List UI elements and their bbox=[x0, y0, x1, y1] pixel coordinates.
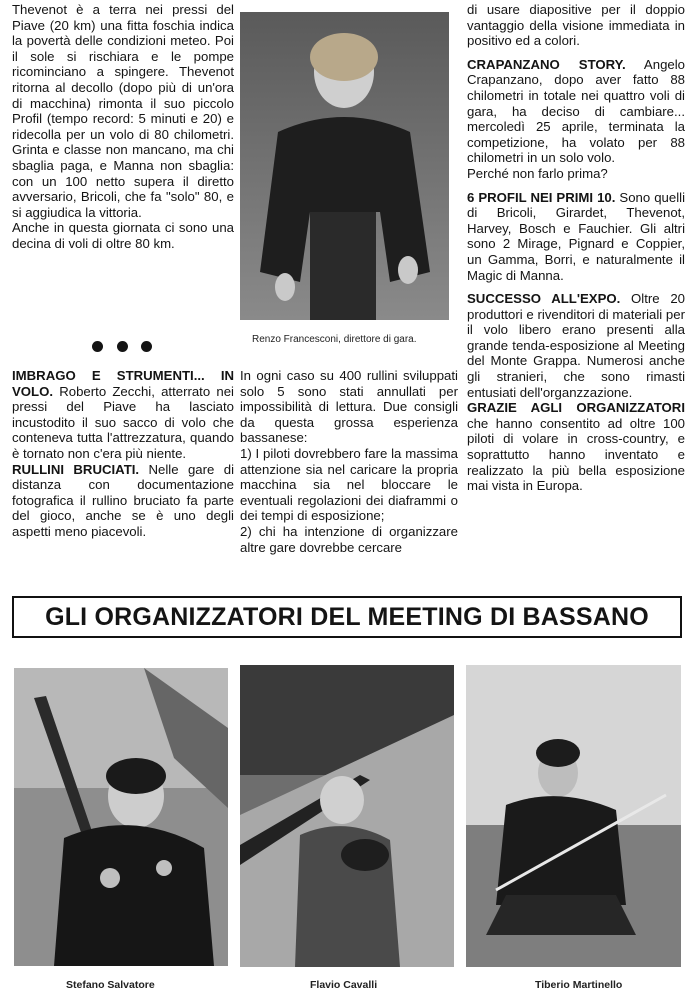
news-heading: CRAPANZANO STORY. bbox=[467, 56, 626, 72]
article-paragraph: 1) I piloti dovrebbero fare la massima attenzione sia nel caricare la propria macchina sia nel bloccare le eventuali regolazioni dei diaframmi o dei tempi di esposizione; bbox=[240, 445, 458, 524]
news-text: Angelo Crapanzano, dopo aver fatto 88 chilometri in totale nei quattro voli di gara, ha deciso di cambiare... mercoledì 25 aprile, terminata la competizione, ha volato per 88 chilometri in un solo volo. bbox=[467, 56, 685, 166]
section-banner-title: GLI ORGANIZZATORI DEL MEETING DI BASSANO bbox=[12, 596, 682, 638]
column-2-bottom bbox=[240, 368, 458, 555]
news-item-imbrago bbox=[12, 368, 234, 462]
photo-caption: Flavio Cavalli bbox=[310, 979, 378, 991]
news-item-rullini bbox=[12, 462, 234, 540]
article-paragraph: di usare diapositive per il doppio vantaggio della visione immediata in positivo ed a colori. bbox=[467, 2, 685, 49]
news-text: Perché non farlo prima? bbox=[467, 165, 608, 181]
news-heading: SUCCESSO ALL'EXPO. bbox=[467, 291, 621, 307]
news-text: Roberto Zecchi, atterrato nei pressi del Piave ha lasciato incustodito il suo sacco di volo che conteneva tutta l'attrezzatura, quando è tornato non c'era più niente. bbox=[12, 383, 234, 461]
article-paragraph: Anche in questa giornata ci sono una decina di voli di oltre 80 km. bbox=[12, 220, 234, 251]
article-paragraph: 2) chi ha intenzione di organizzare altre gare dovrebbe cercare bbox=[240, 523, 458, 555]
news-text: che hanno consentito ad oltre 100 piloti di volare in cross-country, e soprattutto hanno inventato e realizzato la più bella esposizione mai vista in Europa. bbox=[467, 415, 685, 494]
news-item-expo bbox=[467, 291, 685, 400]
news-text: Sono quelli di Bricoli, Girardet, Thevenot, Harvey, Bosch e Fauchier. Gli altri sono 2 Mirage, Pignard e Coppier, un Gamma, Borri, e naturalmente il Magic di Manna. bbox=[467, 189, 685, 283]
section-separator-dots bbox=[92, 341, 152, 355]
photo-director bbox=[240, 12, 449, 320]
photo-caption: Stefano Salvatore bbox=[66, 979, 155, 991]
photo-tiberio-martinello bbox=[466, 665, 681, 967]
news-heading: 6 PROFIL NEI PRIMI 10. bbox=[467, 189, 616, 205]
news-heading: RULLINI BRUCIATI. bbox=[12, 461, 140, 477]
news-text: Oltre 20 produttori e rivenditori di materiali per il volo libero erano presenti alla grande tenda-esposizione al Meeting del Monte Grappa. Numerosi anche gli stranieri, che sono rimasti entusiati dell'organzzazione. bbox=[467, 291, 685, 400]
column-1-bottom bbox=[12, 368, 234, 540]
news-item-crapanzano bbox=[467, 57, 685, 166]
news-item-grazie bbox=[467, 400, 685, 494]
news-heading: IMBRAGO E STRUMENTI... IN VOLO. bbox=[12, 368, 234, 399]
column-1-top bbox=[12, 2, 234, 252]
photo-stefano-salvatore bbox=[14, 668, 228, 966]
news-heading: GRAZIE AGLI ORGANIZZATORI bbox=[467, 400, 685, 416]
article-paragraph: Thevenot è a terra nei pressi del Piave (20 km) una fitta foschia indica la povertà delle condizioni meteo. Poi il sole si rischiara e le pompe ricominciano a spingere. Thevenot ritorna al decollo (dopo più di un'ora di macchina) rimonta il suo piccolo Profil (tempo record: 5 minuti e 20) e ridecolla per un volo di 80 chilometri. Grinta e classe non mancano, ma chi sbaglia paga, e Manna non sbaglia: con un 100 netto supera il diretto avversario, Bricoli, che fa "solo" 80, e si aggiudica la vittoria. bbox=[12, 2, 234, 220]
article-paragraph: In ogni caso su 400 rullini sviluppati solo 5 sono stati annullati per impossibilità di lettura. Due consigli da questa grossa esperienza bassanese: bbox=[240, 368, 458, 446]
photo-caption: Renzo Francesconi, direttore di gara. bbox=[252, 334, 417, 345]
photo-flavio-cavalli bbox=[240, 665, 454, 967]
column-3 bbox=[467, 2, 685, 494]
news-item-profil bbox=[467, 190, 685, 284]
photo-caption: Tiberio Martinello bbox=[535, 979, 623, 991]
news-text: Nelle gare di distanza con documentazione fotografica il rullino bruciato fa parte del gioco, anche se è uno degli aspetti meno piacevoli. bbox=[12, 461, 234, 539]
